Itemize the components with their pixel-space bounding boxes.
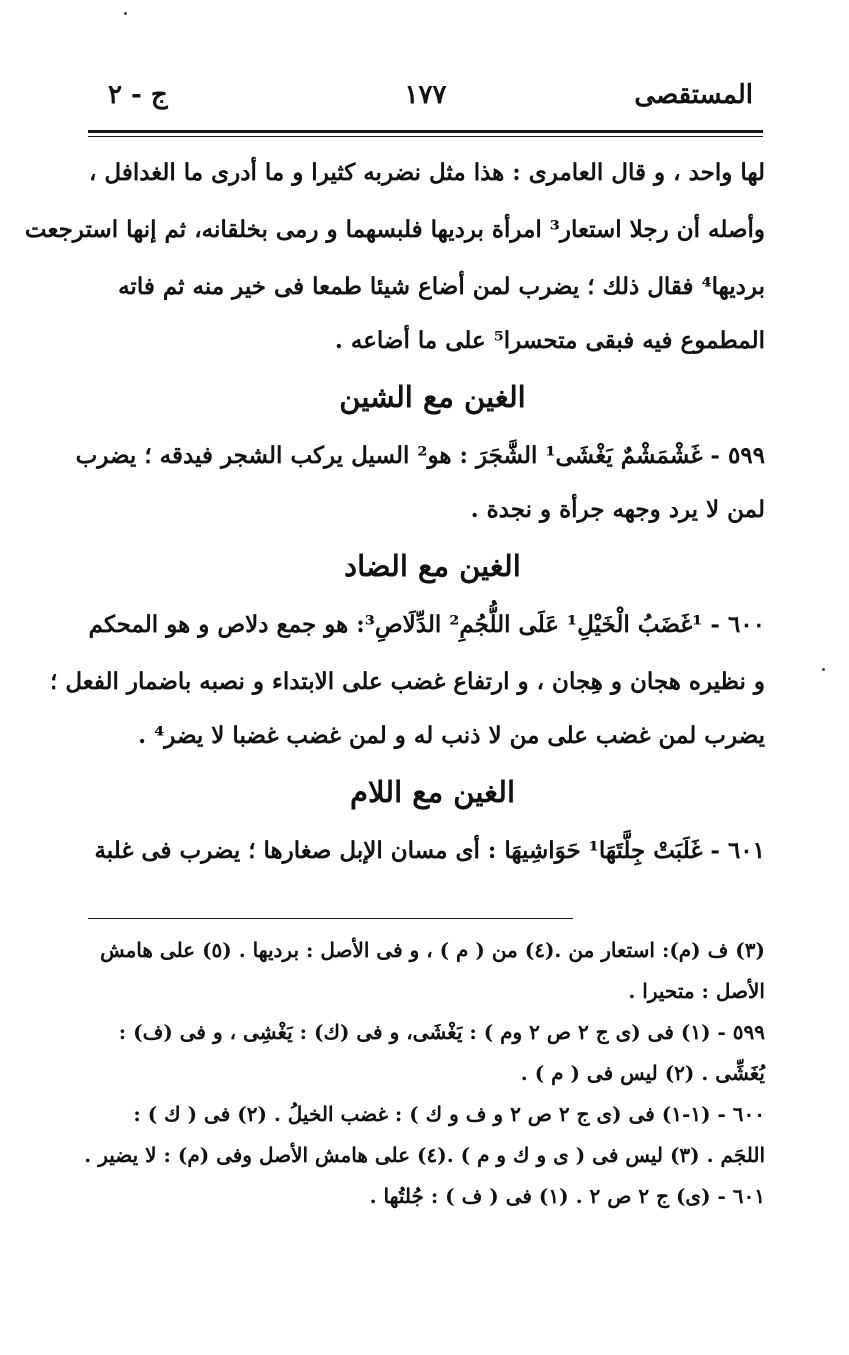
text-line: وأصله أن رجلا استعار³ امرأة برديها فلبسهما و رمى بخلقانه، ثم إنها استرجعت xyxy=(24,216,765,243)
text-line: لها واحد ، و قال العامرى : هذا مثل نضربه كثيرا و ما أدرى ما الغدافل ، xyxy=(88,159,765,186)
header-rule-thin xyxy=(88,136,763,137)
running-title: المستقصى xyxy=(634,80,753,110)
volume-part: ج - ٢ xyxy=(108,80,168,110)
proverb-601: ٦٠١ - غَلَبَتْ جِلَّتَهَا¹ حَوَاشِيهَا : أى مسان الإبل صغارها ؛ يضرب فى غلبة xyxy=(94,837,765,864)
scan-speck xyxy=(124,12,127,15)
header-rule-thick xyxy=(88,130,763,133)
footnote-line: يُغَشِّى . (٢) ليس فى ( م ) . xyxy=(520,1061,765,1085)
text-line: يضرب لمن غضب على من لا ذنب له و لمن غضب غضبا لا يضر⁴ . xyxy=(138,722,765,749)
page-number: ١٧٧ xyxy=(404,80,447,110)
section-heading: الغين مع الضاد xyxy=(344,549,521,583)
footnote-rule xyxy=(88,918,573,919)
text-line: برديها⁴ فقال ذلك ؛ يضرب لمن أضاع شيئا طمعا فى خير منه ثم فاته xyxy=(118,273,765,300)
footnote-601: ٦٠١ - (ى) ج ٢ ص ٢ . (١) فى ( ف ) : جُلتُها . xyxy=(369,1184,765,1208)
page-header xyxy=(88,80,763,124)
proverb-599: ٥٩٩ - غَشْمَشْمٌ يَغْشَى¹ الشَّجَرَ : هو² السيل يركب الشجر فيدقه ؛ يضرب xyxy=(75,442,765,469)
text-line: و نظيره هجان و هِجان ، و ارتفاع غضب على الابتداء و نصبه باضمار الفعل ؛ xyxy=(50,668,765,695)
footnote-line: اللجَم . (٣) ليس فى ( ى و ك و م ) .(٤) على هامش الأصل وفى (م) : لا يضير . xyxy=(84,1143,765,1167)
scan-speck xyxy=(822,668,825,671)
text-line: لمن لا يرد وجهه جرأة و نجدة . xyxy=(470,496,765,523)
footnote-line: الأصل : متحيرا . xyxy=(628,979,765,1003)
footnote-line: (٣) ف (م): استعار من .(٤) من ( م ) ، و فى الأصل : برديها . (٥) على هامش xyxy=(100,938,765,962)
text-line: المطموع فيه فبقى متحسرا⁵ على ما أضاعه . xyxy=(334,327,765,354)
main-text xyxy=(24,144,765,879)
proverb-600: ٦٠٠ - ¹غَضَبُ الْخَيْلِ¹ عَلَى اللُّجُمِ² الدِّلَاصِ³: هو جمع دلاص و هو المحكم xyxy=(88,611,765,638)
footnote-600: ٦٠٠ - (١-١) فى (ى ج ٢ ص ٢ و ف و ك ) : غضب الخيلُ . (٢) فى ( ك ) : xyxy=(133,1102,765,1126)
footnotes xyxy=(84,930,765,1217)
section-heading: الغين مع الشين xyxy=(339,380,526,414)
section-heading: الغين مع اللام xyxy=(349,775,516,809)
footnote-599: ٥٩٩ - (١) فى (ى ج ٢ ص ٢ وم ) : يَغْشَى، و فى (ك) : يَغْشِى ، و فى (ف) : xyxy=(118,1020,765,1044)
